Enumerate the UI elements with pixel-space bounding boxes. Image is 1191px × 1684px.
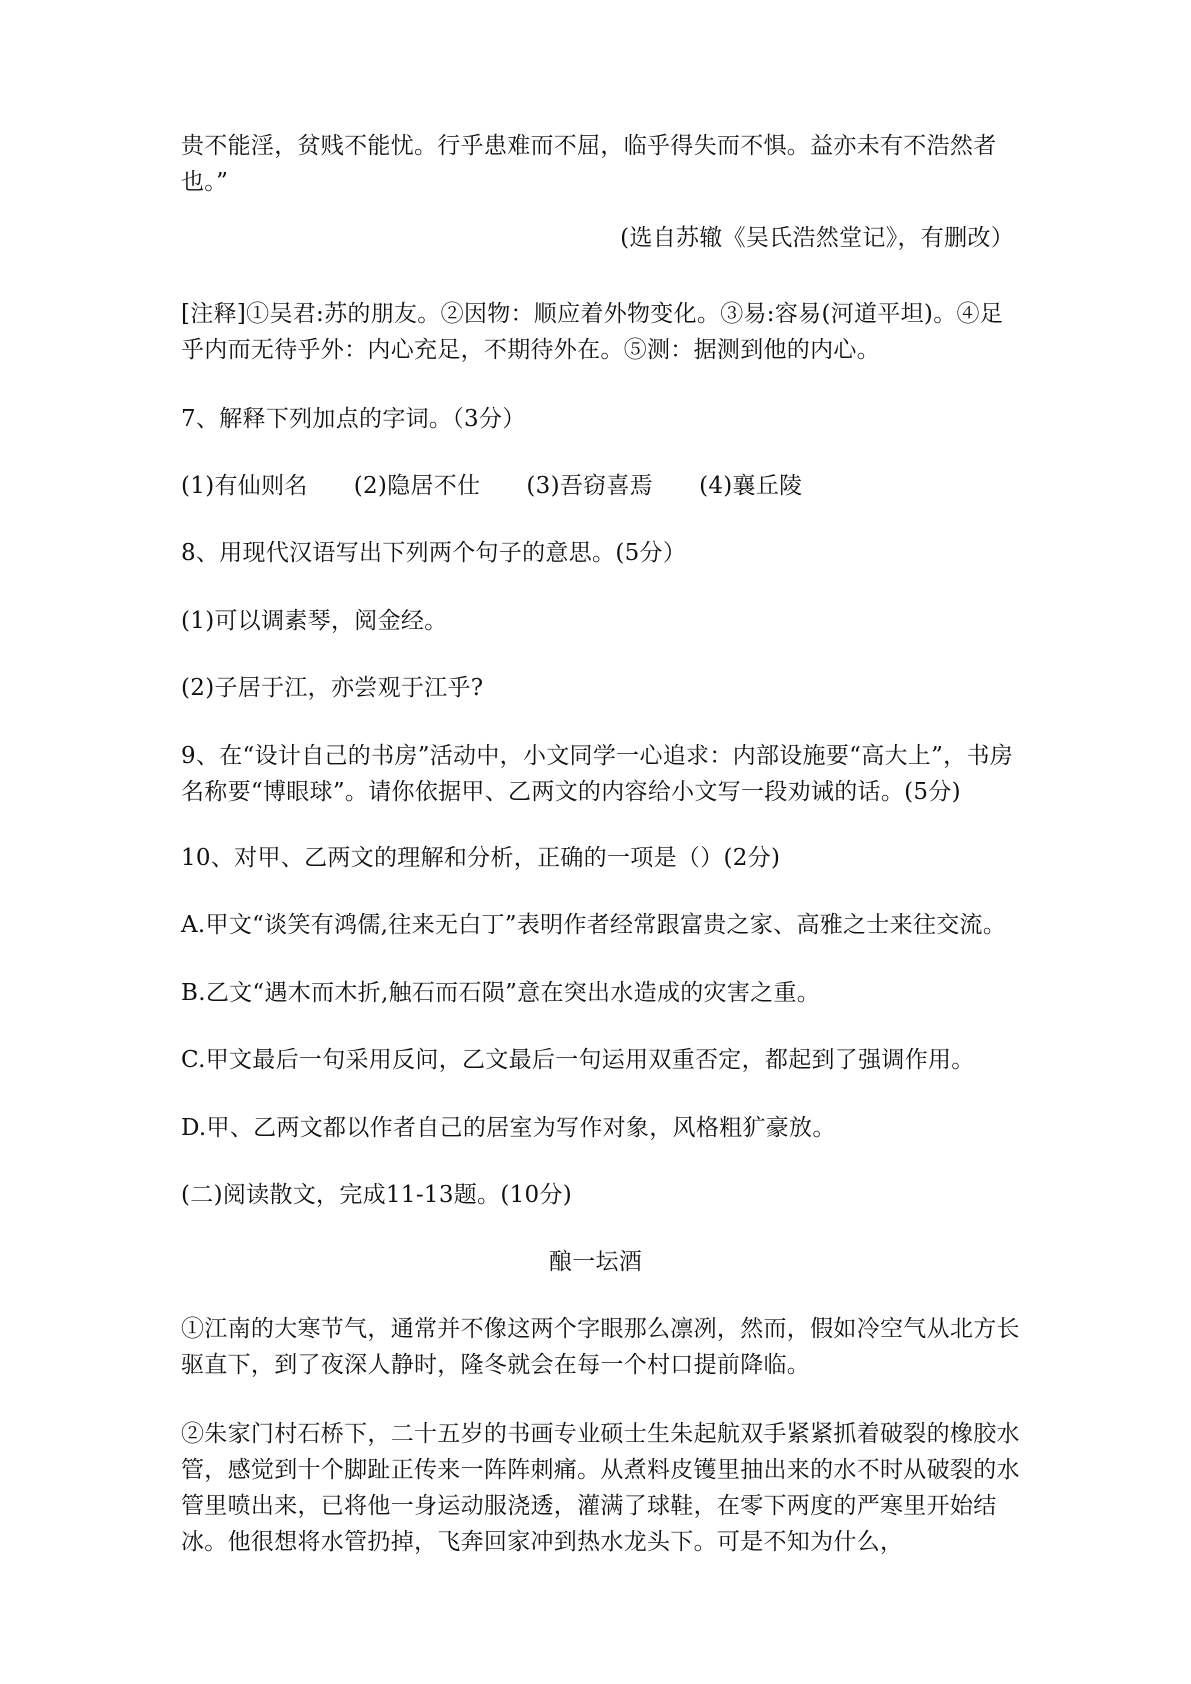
question-7-item: (1)有仙则名: [181, 473, 308, 499]
section-2-heading: (二)阅读散文，完成11-13题。(10分): [181, 1182, 573, 1208]
question-9: 9、在“设计自己的书房”活动中，小文同学一心追求：内部设施要“高大上”，书房名称要“博眼球”。请你依据甲、乙两文的内容给小文写一段劝诫的话。(5分): [181, 743, 1014, 805]
question-10-option-a: A.甲文“谈笑有鸿儒,往来无白丁”表明作者经常跟富贵之家、高雅之士来往交流。: [181, 912, 1007, 938]
source-citation: (选自苏辙《吴氏浩然堂记》，有删改）: [620, 225, 1014, 251]
question-8-sentence-2: (2)子居于江，亦尝观于江乎?: [181, 675, 484, 701]
question-7-stem: 7、解释下列加点的字词。（3分）: [181, 406, 526, 432]
essay-paragraph-1: ①江南的大寒节气，通常并不像这两个字眼那么凛冽，然而，假如冷空气从北方长驱直下，到了夜深人静时，隆冬就会在每一个村口提前降临。: [181, 1316, 1020, 1378]
question-7-item: (4)襄丘陵: [699, 473, 803, 499]
essay-paragraph-2: ②朱家门村石桥下，二十五岁的书画专业硕士生朱起航双手紧紧抓着破裂的橡胶水管，感觉到十个脚趾正传来一阵阵刺痛。从煮料皮镬里抽出来的水不时从破裂的水管里喷出来，已将他一身运动服浇透，灌满了球鞋，在零下两度的严寒里开始结冰。他很想将水管扔掉，飞奔回家冲到热水龙头下。可是不知为什么，: [181, 1421, 1020, 1555]
question-8-stem: 8、用现代汉语写出下列两个句子的意思。(5分）: [181, 540, 687, 566]
essay-title: 酿一坛酒: [548, 1249, 643, 1275]
annotation-notes: [注释]①吴君:苏的朋友。②因物：顺应着外物变化。③易:容易(河道平坦)。④足乎内而无待乎外：内心充足，不期待外在。⑤测：据测到他的内心。: [181, 301, 1004, 363]
question-10-option-c: C.甲文最后一句采用反问，乙文最后一句运用双重否定，都起到了强调作用。: [181, 1047, 975, 1073]
question-8-sentence-1: (1)可以调素琴，阅金经。: [181, 608, 448, 634]
question-10-stem: 10、对甲、乙两文的理解和分析，正确的一项是（）(2分): [181, 845, 781, 871]
question-10-option-d: D.甲、乙两文都以作者自己的居室为写作对象，风格粗犷豪放。: [181, 1115, 836, 1141]
question-7-items: [181, 468, 1021, 504]
question-7-item: (3)吾窃喜焉: [526, 473, 654, 499]
classical-text-ending: 贵不能淫，贫贱不能忧。行乎患难而不屈，临乎得失而不惧。益亦未有不浩然者也。”: [181, 133, 997, 195]
question-7-item: (2)隐居不仕: [353, 473, 481, 499]
question-10-option-b: B.乙文“遇木而木折,触石而石陨”意在突出水造成的灾害之重。: [181, 980, 821, 1006]
